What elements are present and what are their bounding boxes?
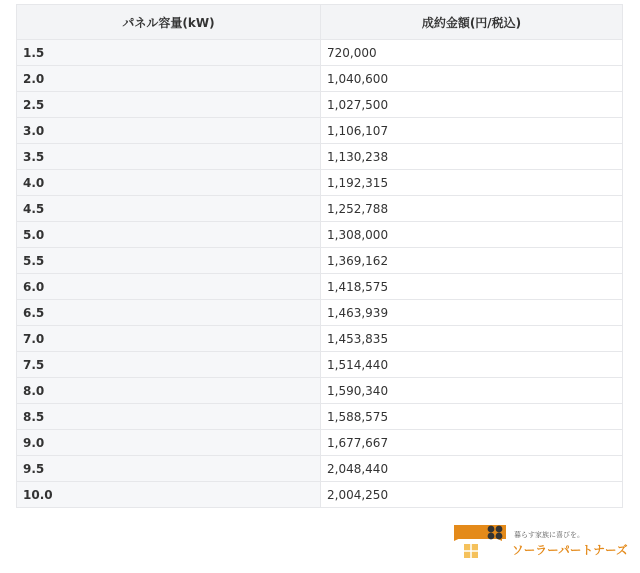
contract-price-cell: 1,677,667 [321, 430, 623, 456]
contract-price-cell: 1,369,162 [321, 248, 623, 274]
panel-capacity-cell: 1.5 [17, 40, 321, 66]
panel-capacity-cell: 4.5 [17, 196, 321, 222]
table-row [17, 482, 623, 508]
table-row [17, 118, 623, 144]
contract-price-cell: 1,192,315 [321, 170, 623, 196]
contract-price-cell: 1,027,500 [321, 92, 623, 118]
table-row [17, 248, 623, 274]
panel-capacity-cell: 9.0 [17, 430, 321, 456]
panel-capacity-cell: 3.5 [17, 144, 321, 170]
contract-price-cell: 1,588,575 [321, 404, 623, 430]
panel-capacity-cell: 8.5 [17, 404, 321, 430]
contract-price-cell: 1,463,939 [321, 300, 623, 326]
contract-price-cell: 1,453,835 [321, 326, 623, 352]
table-row [17, 430, 623, 456]
table-row [17, 274, 623, 300]
panel-capacity-cell: 6.5 [17, 300, 321, 326]
panel-capacity-cell: 2.5 [17, 92, 321, 118]
panel-capacity-cell: 3.0 [17, 118, 321, 144]
price-table [16, 4, 623, 508]
price-table-container [16, 4, 622, 508]
table-row [17, 404, 623, 430]
contract-price-cell: 720,000 [321, 40, 623, 66]
table-row [17, 352, 623, 378]
panel-capacity-cell: 10.0 [17, 482, 321, 508]
logo-name: ソーラーパートナーズ [512, 543, 628, 557]
panel-capacity-cell: 7.5 [17, 352, 321, 378]
table-row [17, 300, 623, 326]
contract-price-cell: 1,040,600 [321, 66, 623, 92]
solar-partners-logo [454, 522, 628, 562]
table-row [17, 222, 623, 248]
contract-price-cell: 1,514,440 [321, 352, 623, 378]
header-panel-capacity: パネル容量(kW) [17, 5, 321, 40]
table-row [17, 326, 623, 352]
table-row [17, 92, 623, 118]
header-contract-price: 成約金額(円/税込) [321, 5, 623, 40]
contract-price-cell: 1,130,238 [321, 144, 623, 170]
contract-price-cell: 1,418,575 [321, 274, 623, 300]
panel-capacity-cell: 2.0 [17, 66, 321, 92]
contract-price-cell: 2,048,440 [321, 456, 623, 482]
table-row [17, 456, 623, 482]
contract-price-cell: 1,106,107 [321, 118, 623, 144]
panel-capacity-cell: 5.0 [17, 222, 321, 248]
contract-price-cell: 1,590,340 [321, 378, 623, 404]
contract-price-cell: 2,004,250 [321, 482, 623, 508]
panel-capacity-cell: 5.5 [17, 248, 321, 274]
logo-tagline: 暮らす家族に喜びを。 [514, 531, 584, 539]
table-row [17, 66, 623, 92]
table-row [17, 144, 623, 170]
panel-capacity-cell: 7.0 [17, 326, 321, 352]
table-header-row [17, 5, 623, 40]
contract-price-cell: 1,308,000 [321, 222, 623, 248]
panel-capacity-cell: 8.0 [17, 378, 321, 404]
contract-price-cell: 1,252,788 [321, 196, 623, 222]
panel-capacity-cell: 4.0 [17, 170, 321, 196]
table-row [17, 378, 623, 404]
table-row [17, 40, 623, 66]
panel-capacity-cell: 6.0 [17, 274, 321, 300]
house-logo-icon [454, 522, 506, 562]
panel-capacity-cell: 9.5 [17, 456, 321, 482]
table-row [17, 170, 623, 196]
table-row [17, 196, 623, 222]
